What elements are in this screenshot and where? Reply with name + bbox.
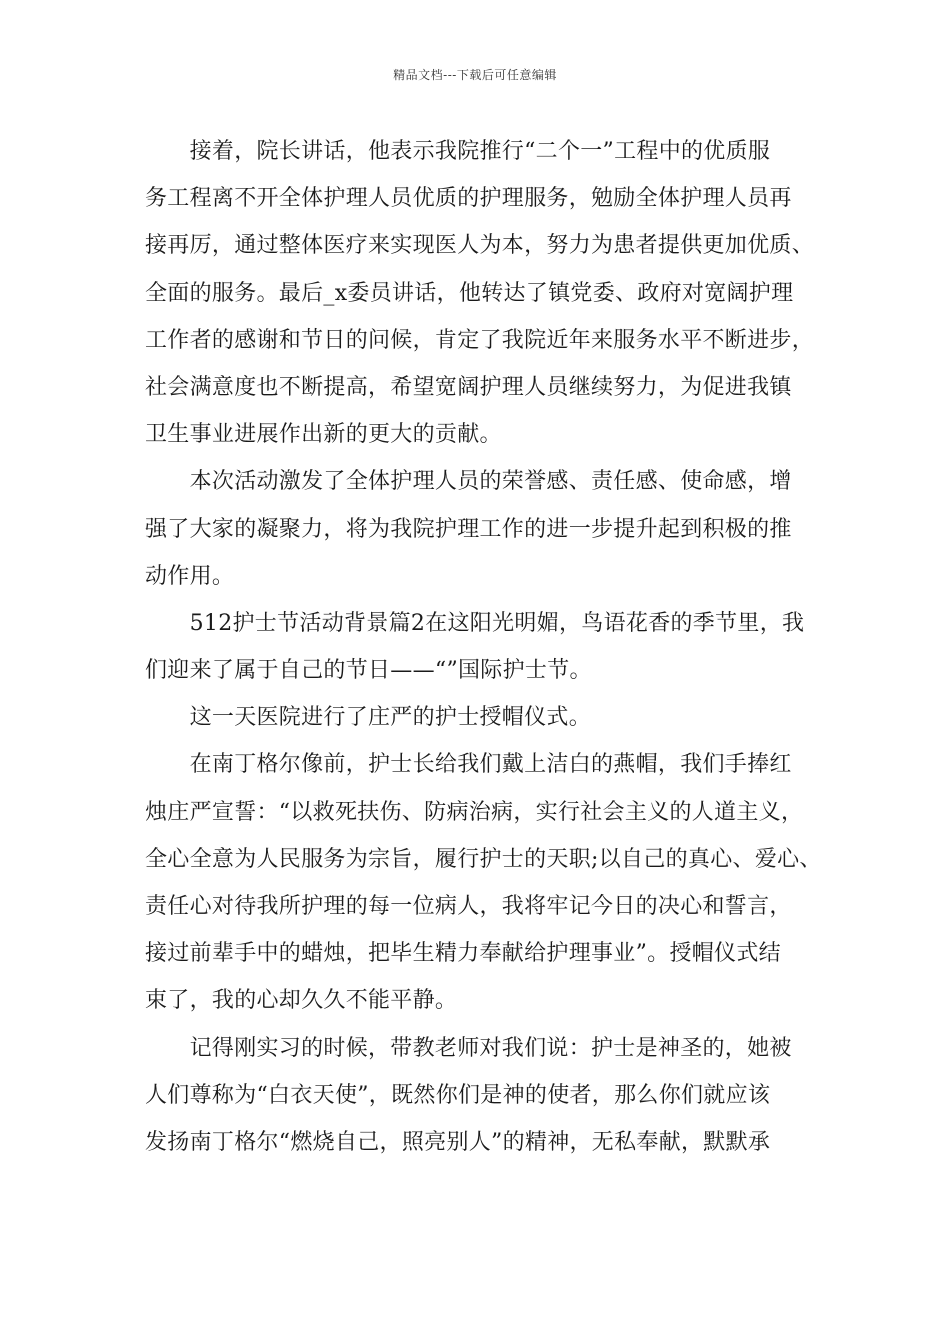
- text-line: 全面的服务。最后_x委员讲话，他转达了镇党委、政府对宽阔护理: [145, 280, 794, 306]
- text-line: 工作者的感谢和节日的问候，肯定了我院近年来服务水平不断进步，: [145, 327, 815, 353]
- text-line: 记得刚实习的时候，带教老师对我们说：护士是神圣的，她被: [145, 1035, 792, 1061]
- text-line: 烛庄严宣誓：“以救死扶伤、防病治病，实行社会主义的人道主义，: [145, 799, 804, 825]
- paragraph: [145, 128, 825, 458]
- text-line: 社会满意度也不断提高，希望宽阔护理人员继续努力，为促进我镇: [145, 374, 792, 400]
- page-header: 精品文档---下载后可任意编辑: [393, 68, 557, 82]
- text-line: 动作用。: [145, 563, 235, 589]
- paragraph: [145, 694, 825, 741]
- text-line: 本次活动激发了全体护理人员的荣誉感、责任感、使命感，增: [145, 469, 792, 495]
- text-line: 512护士节活动背景篇2在这阳光明媚，鸟语花香的季节里，我: [145, 610, 805, 636]
- text-line: 这一天医院进行了庄严的护士授帽仪式。: [145, 705, 592, 731]
- text-line: 接再厉，通过整体医疗来实现医人为本，努力为患者提供更加优质、: [145, 233, 815, 259]
- text-line: 务工程离不开全体护理人员优质的护理服务，勉励全体护理人员再: [145, 186, 792, 212]
- document-body: [145, 128, 825, 1166]
- text-line: 发扬南丁格尔“燃烧自己，照亮别人”的精神，无私奉献，默默承: [145, 1129, 771, 1155]
- paragraph: [145, 1025, 825, 1167]
- paragraph: [145, 458, 825, 600]
- text-line: 接过前辈手中的蜡烛，把毕生精力奉献给护理事业”。授帽仪式结: [145, 941, 781, 967]
- text-line: 卫生事业进展作出新的更大的贡献。: [145, 422, 502, 448]
- paragraph: [145, 600, 825, 694]
- text-line: 们迎来了属于自己的节日——“”国际护士节。: [145, 658, 592, 684]
- text-line: 接着，院长讲话，他表示我院推行“二个一”工程中的优质服: [145, 139, 771, 164]
- text-line: 束了，我的心却久久不能平静。: [145, 988, 458, 1014]
- text-line: 全心全意为人民服务为宗旨，履行护士的天职;以自己的真心、爱心、: [145, 846, 822, 872]
- text-line: 责任心对待我所护理的每一位病人，我将牢记今日的决心和誓言，: [145, 894, 792, 919]
- text-line: 人们尊称为“白衣天使”，既然你们是神的使者，那么你们就应该: [145, 1082, 771, 1108]
- text-line: 在南丁格尔像前，护士长给我们戴上洁白的燕帽，我们手捧红: [145, 752, 792, 778]
- text-line: 强了大家的凝聚力，将为我院护理工作的进一步提升起到积极的推: [145, 516, 792, 542]
- paragraph: [145, 741, 825, 1024]
